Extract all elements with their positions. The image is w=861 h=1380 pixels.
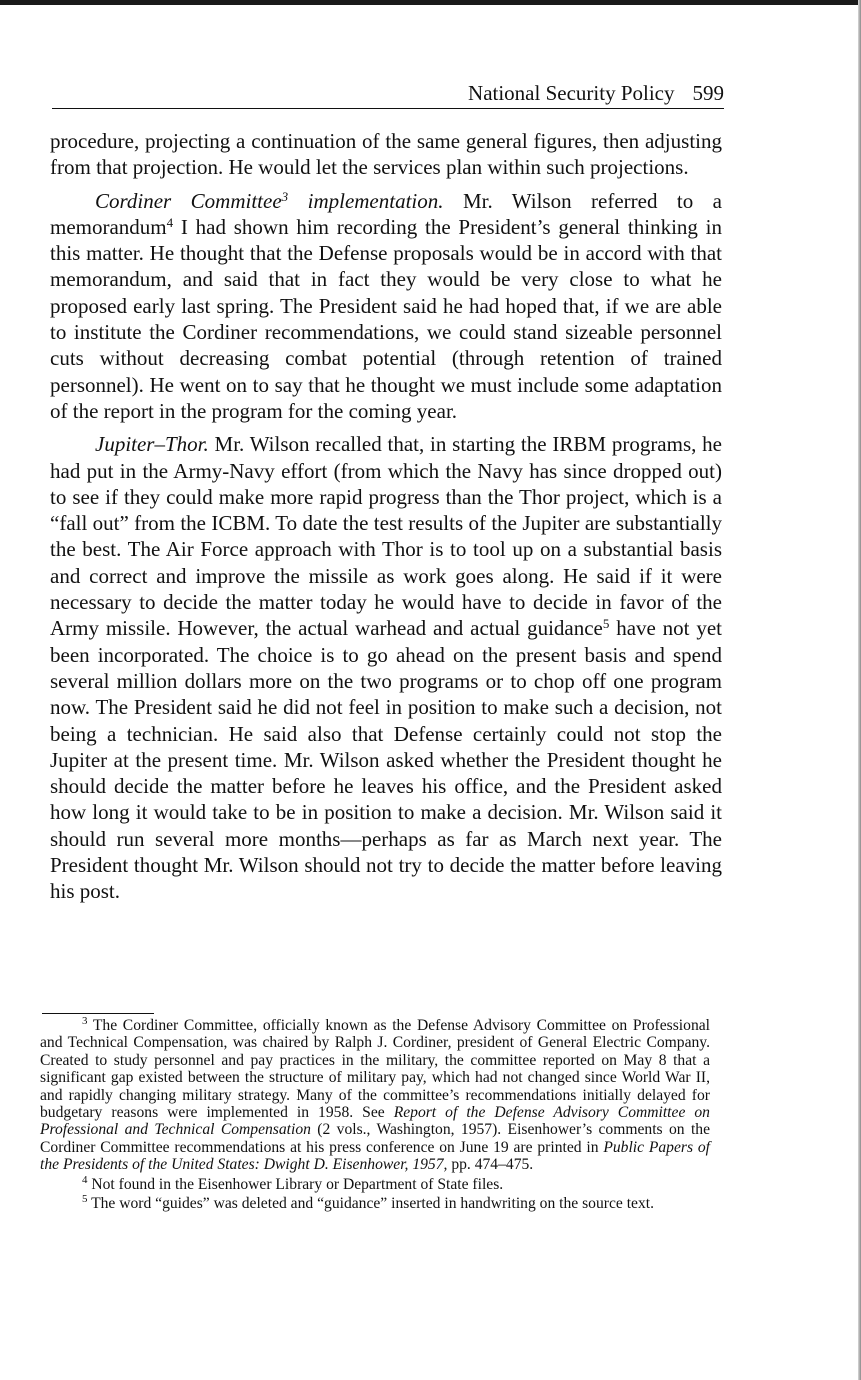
paragraph-text: I had shown him recording the President’s general thinking in this matter. He thought that the Defense proposals would be in accord with that memorandum, and said that in fact they would be very close to what he proposed early last spring. The President said he had hoped that, if we are able to institute the Cordiner recommendations, we could stand sizeable personnel cuts without decreasing combat potential (through retention of trained personnel). He went on to say that he thought we must include some adaptation of the report in the program for the coming year. <box>50 214 722 423</box>
page-header <box>52 80 724 109</box>
footnote-mark: 4 <box>82 1173 88 1186</box>
paragraph-heading <box>95 189 444 213</box>
paragraph-continuation <box>50 128 722 181</box>
paragraph-text: have not yet been incorporated. The choice is to go ahead on the present basis and spend several million dollars more on the two programs or to chop off one program now. The President said he did not feel in position to make such a decision, not being a technician. He said also that Defense certainly could not stop the Jupiter at the present time. Mr. Wilson asked whether the President thought he should decide the matter before he leaves his office, and the President asked how long it would take to be in position to make a decision. Mr. Wilson said it should run several more months—perhaps as far as March next year. The President thought Mr. Wilson should not try to decide the matter before leaving his post. <box>50 616 722 904</box>
footnote-divider <box>42 1013 154 1014</box>
paragraph-text: procedure, projecting a continuation of the same general figures, then adjusting from that projection. He would let the services plan within such projections. <box>50 129 722 180</box>
footnote-ref-3[interactable]: 3 <box>281 188 289 204</box>
running-head <box>468 81 724 106</box>
footnotes <box>40 1017 710 1212</box>
citation-title: Public Papers of the Presidents of the United States: Dwight D. Eisenhower, 1957, <box>40 1138 710 1174</box>
footnote-ref-5[interactable]: 5 <box>602 616 610 632</box>
footnote-text: The Cordiner Committee, officially known as the Defense Advisory Committee on Professional and Technical Compensation, was chaired by Ralph J. Cordiner, president of General Electric Company. Created to study personnel and pay practices in the military, the committee reported on May 8 that a significant gap existed between the structure of military pay, which had not changed since World War II, and rapidly changing military strategy. Many of the committee’s recommendations initially delayed for budgetary reasons were implemented in 1958. See <box>40 1017 710 1122</box>
paragraph-cordiner <box>50 188 722 425</box>
footnote-mark: 5 <box>82 1193 88 1206</box>
footnote-5 <box>40 1195 710 1212</box>
heading-text-tail: implementation. <box>288 188 444 213</box>
footnote-text: (2 vols., Washington, 1957). Eisenhower’s comments on the Cordiner Committee recommendations at his press conference on June 19 are printed in <box>40 1121 710 1156</box>
footnote-text: The word “guides” was deleted and “guidance” inserted in handwriting on the source text. <box>87 1195 654 1213</box>
paragraph-heading: Jupiter–Thor. <box>95 432 209 457</box>
footnote-4 <box>40 1173 710 1193</box>
footnote-text: pp. 474–475. <box>447 1156 534 1174</box>
paragraph-jupiter-thor <box>50 431 722 904</box>
heading-text: Cordiner Committee <box>95 188 282 213</box>
page-number: 599 <box>692 81 724 105</box>
footnote-text: Not found in the Eisenhower Library or Department of State files. <box>87 1175 504 1193</box>
paragraph-text: Mr. Wilson referred to a memorandum <box>50 188 722 239</box>
paragraph-text: Mr. Wilson recalled that, in starting the IRBM programs, he had put in the Army-Navy effort (from which the Navy has since dropped out) to see if they could make more rapid progress than the Thor project, which is a “fall out” from the ICBM. To date the test results of the Jupiter are substantially the best. The Air Force approach with Thor is to tool up on a substantial basis and correct and improve the missile as work goes along. He said if it were necessary to decide the matter today he would have to decide in favor of the Army missile. However, the actual warhead and actual guidance <box>50 432 722 641</box>
running-title: National Security Policy <box>468 81 675 105</box>
citation-title: Report of the Defense Advisory Committee on Professional and Technical Compensation <box>40 1104 710 1139</box>
body-text <box>50 128 722 912</box>
footnote-mark: 3 <box>82 1015 88 1027</box>
scan-top-border <box>0 0 861 5</box>
footnote-ref-4[interactable]: 4 <box>166 214 174 230</box>
footnote-3 <box>40 1017 710 1174</box>
